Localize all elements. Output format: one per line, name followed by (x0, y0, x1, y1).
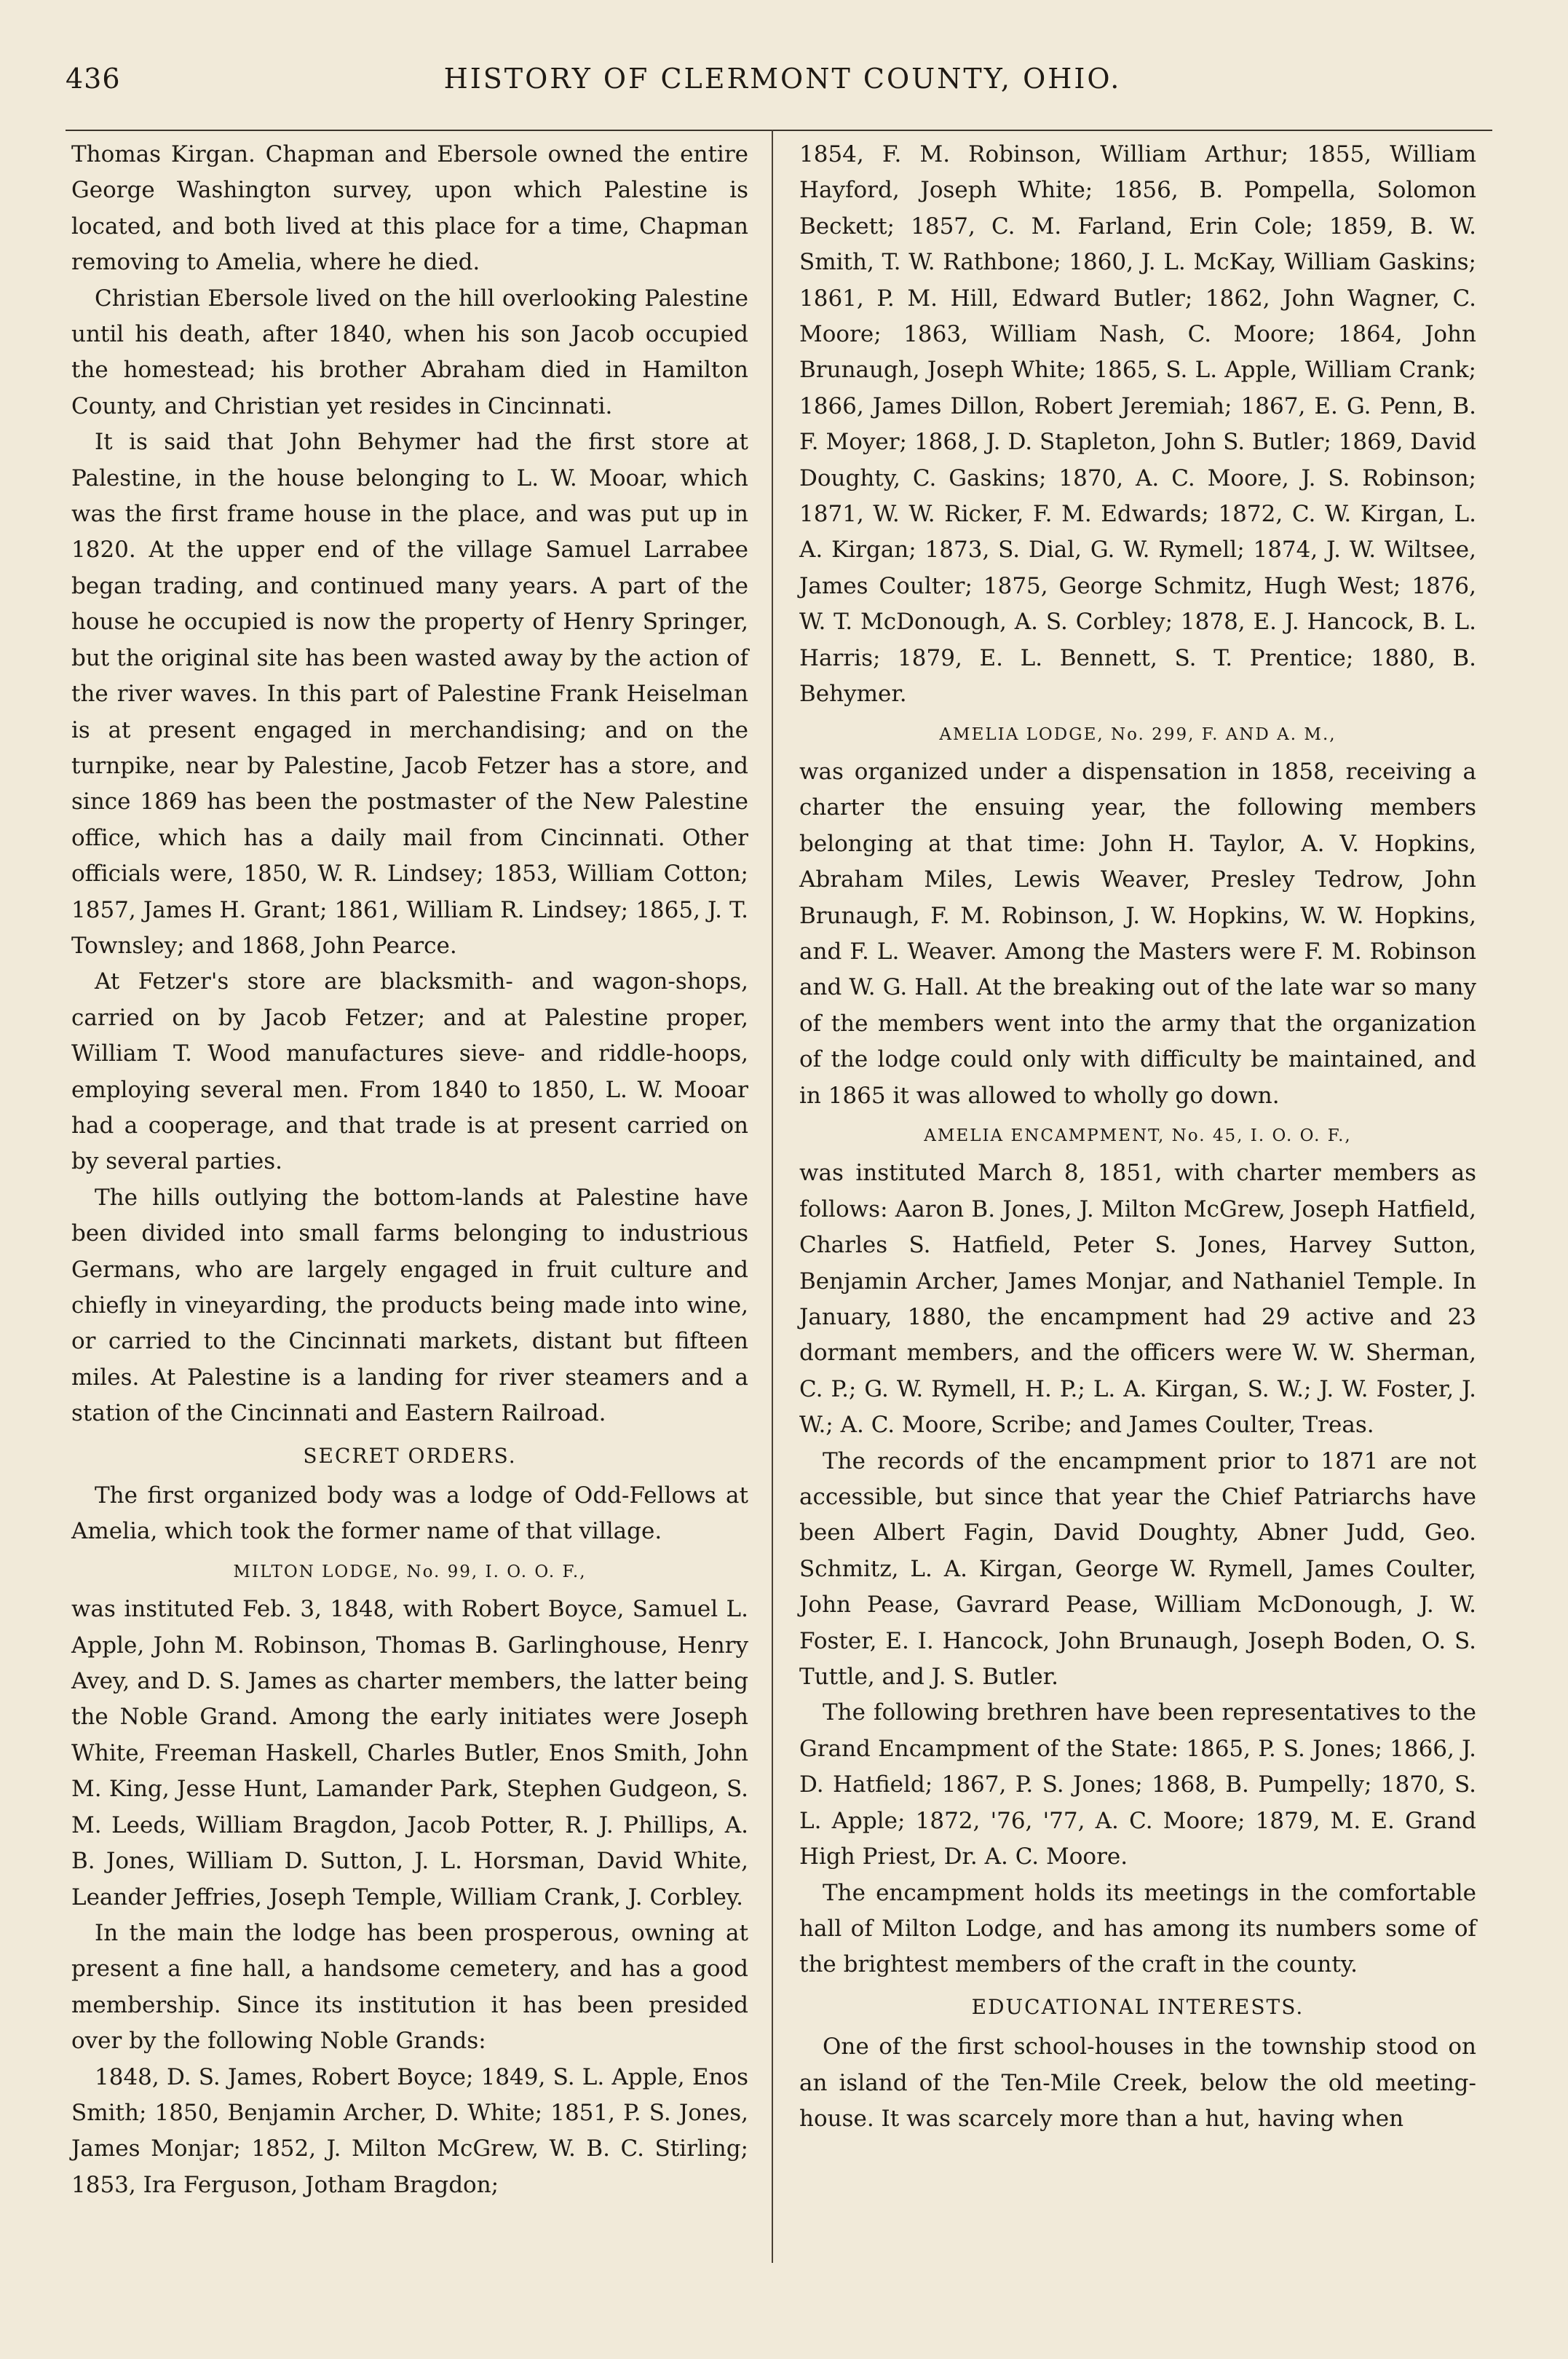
column-divider (772, 130, 773, 2263)
section-heading-educational-interests: EDUCATIONAL INTERESTS. (971, 1994, 1304, 2019)
running-title: HISTORY OF CLERMONT COUNTY, OHIO. (443, 63, 1122, 95)
paragraph: The records of the encampment prior to 1871 are not accessible, but since that year the Chief Patriarchs have been Albert Fagin, David Doughty, Abner Judd, Geo. Schmitz, L. A. Kirgan, George W. Rymell, James Coulter, John Pease, Gavrard Pease, William McDonough, J. W. Foster, E. I. Hancock, John Brunaugh, Joseph Boden, O. S. Tuttle, and J. S. Butler. (799, 1447, 1476, 1691)
header-rule (66, 130, 1492, 131)
paragraph: The following brethren have been representatives to the Grand Encampment of the State: 1865, P. S. Jones; 1866, J. D. Hatfield; 1867, P. S. Jones; 1868, B. Pumpelly; 1870, S. L. Apple; 1872, '76, '77, A. C. Moore; 1879, M. E. Grand High Priest, Dr. A. C. Moore. (799, 1699, 1476, 1870)
right-column (799, 137, 1476, 2137)
page-header (66, 57, 1500, 108)
page-number: 436 (66, 63, 121, 95)
paragraph: 1848, D. S. James, Robert Boyce; 1849, S. L. Apple, Enos Smith; 1850, Benjamin Archer, D. White; 1851, P. S. Jones, James Monjar; 1852, J. Milton McGrew, W. B. C. Stirling; 1853, Ira Ferguson, Jotham Bragdon; (71, 2063, 748, 2198)
paragraph: 1854, F. M. Robinson, William Arthur; 1855, William Hayford, Joseph White; 1856, B. Pompella, Solomon Beckett; 1857, C. M. Farland, Erin Cole; 1859, B. W. Smith, T. W. Rathbone; 1860, J. L. McKay, William Gaskins; 1861, P. M. Hill, Edward Butler; 1862, John Wagner, C. Moore; 1863, William Nash, C. Moore; 1864, John Brunaugh, Joseph White; 1865, S. L. Apple, William Crank; 1866, James Dillon, Robert Jeremiah; 1867, E. G. Penn, B. F. Moyer; 1868, J. D. Stapleton, John S. Butler; 1869, David Doughty, C. Gaskins; 1870, A. C. Moore, J. S. Robinson; 1871, W. W. Ricker, F. M. Edwards; 1872, C. W. Kirgan, L. A. Kirgan; 1873, S. Dial, G. W. Rymell; 1874, J. W. Wiltsee, James Coulter; 1875, George Schmitz, Hugh West; 1876, W. T. McDonough, A. S. Corbley; 1878, E. J. Hancock, B. L. Harris; 1879, E. L. Bennett, S. T. Prentice; 1880, B. Behymer. (799, 141, 1476, 708)
paragraph: was organized under a dispensation in 1858, receiving a charter the ensuing year, the following members belonging at that time: John H. Taylor, A. V. Hopkins, Abraham Miles, Lewis Weaver, Presley Tedrow, John Brunaugh, F. M. Robinson, J. W. Hopkins, W. W. Hopkins, and F. L. Weaver. Among the Masters were F. M. Robinson and W. G. Hall. At the breaking out of the late war so many of the members went into the army that the organization of the lodge could only with difficulty be maintained, and in 1865 it was allowed to wholly go down. (799, 758, 1476, 1109)
subheading-amelia-encampment: AMELIA ENCAMPMENT, No. 45, I. O. O. F., (924, 1126, 1352, 1145)
subheading-amelia-lodge: AMELIA LODGE, No. 299, F. AND A. M., (939, 724, 1337, 744)
paragraph: was instituted March 8, 1851, with charter members as follows: Aaron B. Jones, J. Milton McGrew, Joseph Hatfield, Charles S. Hatfield, Peter S. Jones, Harvey Sutton, Benjamin Archer, James Monjar, and Nathaniel Temple. In January, 1880, the encampment had 29 active and 23 dormant members, and the officers were W. W. Sherman, C. P.; G. W. Rymell, H. P.; L. A. Kirgan, S. W.; J. W. Foster, J. W.; A. C. Moore, Scribe; and James Coulter, Treas. (799, 1160, 1476, 1439)
paragraph: The encampment holds its meetings in the comfortable hall of Milton Lodge, and has among its numbers some of the brightest members of the craft in the county. (799, 1879, 1476, 1978)
paragraph: It is said that John Behymer had the first store at Palestine, in the house belonging to L. W. Mooar, which was the first frame house in the place, and was put up in 1820. At the upper end of the village Samuel Larrabee began trading, and continued many years. A part of the house he occupied is now the property of Henry Springer, but the original site has been wasted away by the action of the river waves. In this part of Palestine Frank Heiselman is at present engaged in merchandising; and on the turnpike, near by Palestine, Jacob Fetzer has a store, and since 1869 has been the postmaster of the New Palestine office, which has a daily mail from Cincinnati. Other officials were, 1850, W. R. Lindsey; 1853, William Cotton; 1857, James H. Grant; 1861, William R. Lindsey; 1865, J. T. Townsley; and 1868, John Pearce. (71, 429, 748, 959)
paragraph: The first organized body was a lodge of Odd-Fellows at Amelia, which took the former name of that village. (71, 1482, 748, 1545)
left-column (71, 137, 748, 2203)
section-heading-secret-orders: SECRET ORDERS. (303, 1443, 517, 1468)
paragraph: In the main the lodge has been prosperous, owning at present a fine hall, a handsome cemetery, and has a good membership. Since its institution it has been presided over by the following Noble Grands: (71, 1919, 748, 2055)
subheading-milton-lodge: MILTON LODGE, No. 99, I. O. O. F., (233, 1562, 587, 1581)
paragraph: The hills outlying the bottom-lands at Palestine have been divided into small farms belonging to industrious Germans, who are largely engaged in fruit culture and chiefly in vineyarding, the products being made into wine, or carried to the Cincinnati markets, distant but fifteen miles. At Palestine is a landing for river steamers and a station of the Cincinnati and Eastern Railroad. (71, 1184, 748, 1427)
paragraph: Thomas Kirgan. Chapman and Ebersole owned the entire George Washington survey, upon which Palestine is located, and both lived at this place for a time, Chapman removing to Amelia, where he died. (71, 141, 748, 276)
paragraph: At Fetzer's store are blacksmith- and wagon-shops, carried on by Jacob Fetzer; and at Palestine proper, William T. Wood manufactures sieve- and riddle-hoops, employing several men. From 1840 to 1850, L. W. Mooar had a cooperage, and that trade is at present carried on by several parties. (71, 968, 748, 1175)
paragraph: Christian Ebersole lived on the hill overlooking Palestine until his death, after 1840, when his son Jacob occupied the homestead; his brother Abraham died in Hamilton County, and Christian yet resides in Cincinnati. (71, 285, 748, 419)
paragraph: was instituted Feb. 3, 1848, with Robert Boyce, Samuel L. Apple, John M. Robinson, Thomas B. Garlinghouse, Henry Avey, and D. S. James as charter members, the latter being the Noble Grand. Among the early initiates were Joseph White, Freeman Haskell, Charles Butler, Enos Smith, John M. King, Jesse Hunt, Lamander Park, Stephen Gudgeon, S. M. Leeds, William Bragdon, Jacob Potter, R. J. Phillips, A. B. Jones, William D. Sutton, J. L. Horsman, David White, Leander Jeffries, Joseph Temple, William Crank, J. Corbley. (71, 1596, 748, 1910)
paragraph: One of the first school-houses in the township stood on an island of the Ten-Mile Creek, below the old meeting-house. It was scarcely more than a hut, having when (799, 2034, 1476, 2132)
